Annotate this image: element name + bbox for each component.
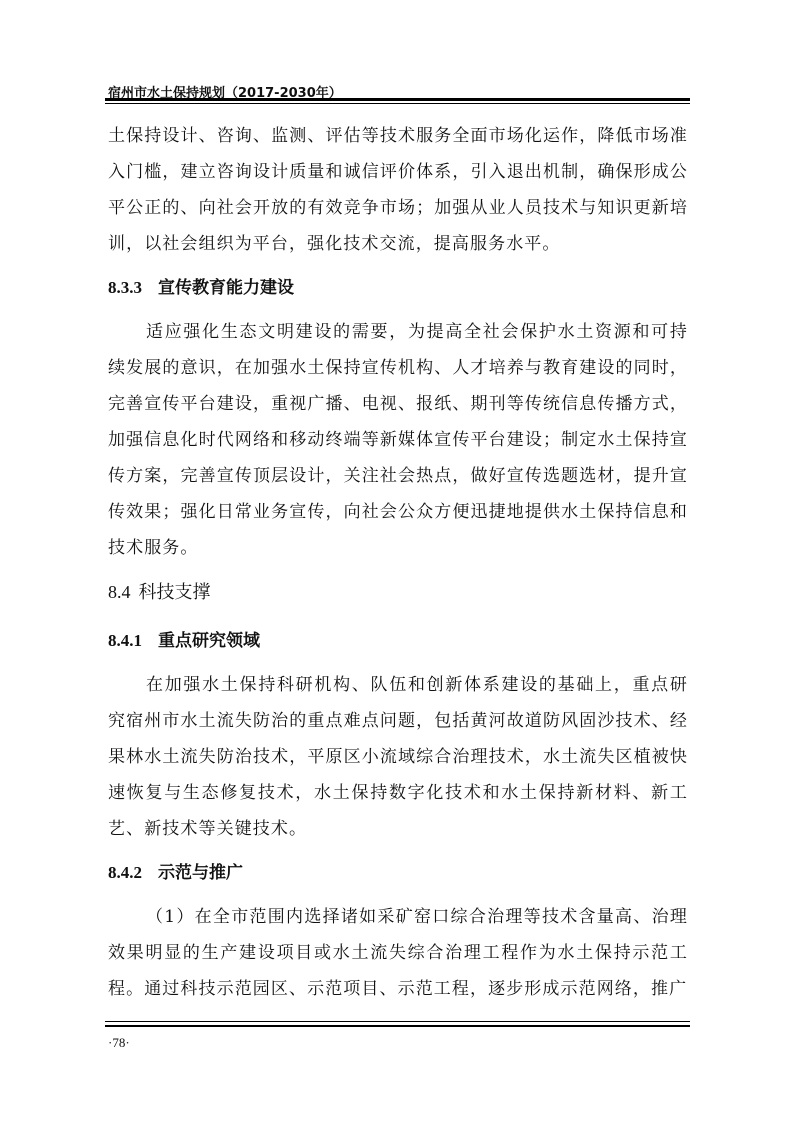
paragraph-demonstration: （1）在全市范围内选择诸如采矿窑口综合治理等技术含量高、治理效果明显的生产建设项目或水土流失综合治理工程作为水土保持示范工程。通过科技示范园区、示范项目、示范工程，逐步形成示范网络，推广 xyxy=(108,907,688,999)
paragraph-publicity-education: 适应强化生态文明建设的需要，为提高全社会保护水土资源和可持续发展的意识，在加强水土保持宣传机构、人才培养与教育建设的同时，完善宣传平台建设，重视广播、电视、报纸、期刊等传统信息传播方式，加强信息化时代网络和移动终端等新媒体宣传平台建设；制定水土保持宣传方案，完善宣传顶层设计，关注社会热点，做好宣传选题选材，提升宣传效果；强化日常业务宣传，向社会公众方便迅捷地提供水土保持信息和技术服务。 xyxy=(108,322,688,558)
section-heading-8-4-1 xyxy=(108,615,688,667)
paragraph-research-areas: 在加强水土保持科研机构、队伍和创新体系建设的基础上，重点研究宿州市水土流失防治的重点难点问题，包括黄河故道防风固沙技术、经果林水土流失防治技术，平原区小流域综合治理技术，水土流失区植被快速恢复与生态修复技术，水土保持数字化技术和水土保持新材料、新工艺、新技术等关键技术。 xyxy=(108,675,688,839)
page-number: ·78· xyxy=(108,1035,130,1050)
section-heading-8-4 xyxy=(108,566,688,615)
section-title: 科技支撑 xyxy=(138,582,211,603)
paragraph-continuation: 土保持设计、咨询、监测、评估等技术服务全面市场化运作，降低市场准入门槛，建立咨询设计质量和诚信评价体系，引入退出机制，确保形成公平公正的、向社会开放的有效竞争市场；加强从业人员技术与知识更新培训，以社会组织为平台，强化技术交流，提高服务水平。 xyxy=(108,126,688,254)
section-number: 8.4 xyxy=(108,582,131,602)
footer-rule-thin xyxy=(105,1021,690,1022)
section-heading-8-4-2 xyxy=(108,847,688,899)
section-number: 8.4.2 xyxy=(108,863,142,882)
footer-rule-thick xyxy=(105,1025,690,1027)
section-number: 8.3.3 xyxy=(108,278,142,297)
section-title: 宣传教育能力建设 xyxy=(158,278,294,298)
section-number: 8.4.1 xyxy=(108,631,142,650)
header-rule-thick xyxy=(105,98,690,101)
page-content xyxy=(108,118,688,1007)
header-rule-thin xyxy=(105,103,690,104)
section-heading-8-3-3 xyxy=(108,262,688,314)
section-title: 示范与推广 xyxy=(158,863,243,883)
page-header-title: 宿州市水土保持规划（2017-2030年） xyxy=(108,86,342,101)
section-title: 重点研究领域 xyxy=(158,631,260,651)
